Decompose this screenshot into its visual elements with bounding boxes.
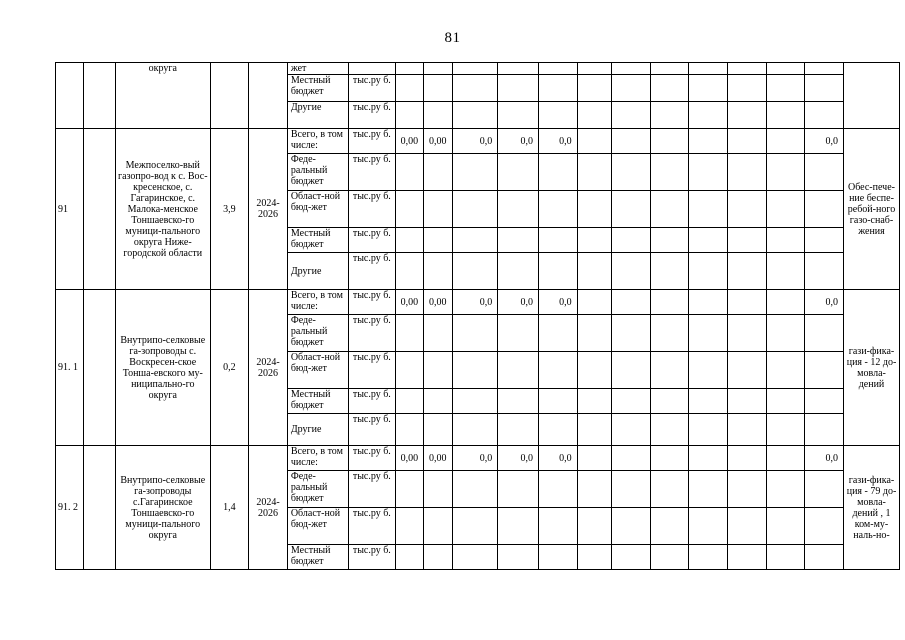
empty-cell — [650, 446, 689, 471]
empty-cell — [612, 290, 651, 315]
empty-cell — [424, 545, 452, 570]
empty-cell — [689, 545, 728, 570]
empty-cell — [766, 154, 805, 191]
empty-cell — [805, 228, 844, 253]
empty-cell — [452, 102, 498, 129]
empty-cell — [805, 315, 844, 352]
empty-cell — [689, 389, 728, 414]
final-total-cell: 0,0 — [805, 129, 844, 154]
empty-cell — [424, 191, 452, 228]
empty-cell — [498, 315, 539, 352]
source-cell: Другие — [287, 414, 348, 446]
empty-cell — [612, 414, 651, 446]
empty-cell — [538, 154, 577, 191]
empty-cell — [577, 75, 612, 102]
unit-cell: тыс.ру б. — [348, 414, 395, 446]
empty-cell — [805, 389, 844, 414]
empty-cell — [612, 102, 651, 129]
empty-cell — [577, 290, 612, 315]
unit-cell: тыс.ру б. — [348, 471, 395, 508]
empty-cell — [577, 446, 612, 471]
empty-cell — [577, 253, 612, 290]
no-cell — [56, 63, 84, 129]
total-cell: 0,0 — [538, 290, 577, 315]
empty-cell — [424, 352, 452, 389]
total-cell: 0,0 — [452, 290, 498, 315]
unit-cell: тыс.ру б. — [348, 389, 395, 414]
total-cell: 0,00 — [424, 129, 452, 154]
empty-cell — [612, 389, 651, 414]
empty-cell — [728, 75, 767, 102]
empty-cell — [728, 102, 767, 129]
empty-cell — [395, 545, 423, 570]
source-cell: Област-ной бюд-жет — [287, 352, 348, 389]
empty-cell — [728, 352, 767, 389]
total-cell: 0,0 — [498, 446, 539, 471]
empty-cell — [766, 191, 805, 228]
no-cell: 91. 2 — [56, 446, 84, 570]
length-cell: 3,9 — [210, 129, 249, 290]
empty-cell — [728, 389, 767, 414]
empty-cell — [84, 63, 116, 129]
empty-cell — [612, 315, 651, 352]
empty-cell — [689, 102, 728, 129]
empty-cell — [84, 446, 116, 570]
empty-cell — [452, 471, 498, 508]
empty-cell — [766, 545, 805, 570]
empty-cell — [424, 75, 452, 102]
empty-cell — [728, 471, 767, 508]
empty-cell — [577, 315, 612, 352]
empty-cell — [498, 389, 539, 414]
source-cell: Всего, в том числе: — [287, 129, 348, 154]
empty-cell — [452, 75, 498, 102]
empty-cell — [612, 63, 651, 75]
total-cell: 0,0 — [538, 446, 577, 471]
period-cell: 2024-2026 — [249, 446, 288, 570]
empty-cell — [538, 508, 577, 545]
empty-cell — [577, 508, 612, 545]
empty-cell — [650, 75, 689, 102]
empty-cell — [805, 253, 844, 290]
period-cell: 2024-2026 — [249, 129, 288, 290]
empty-cell — [728, 253, 767, 290]
empty-cell — [395, 228, 423, 253]
empty-cell — [395, 102, 423, 129]
empty-cell — [766, 129, 805, 154]
empty-cell — [424, 414, 452, 446]
empty-cell — [766, 471, 805, 508]
total-cell: 0,0 — [498, 129, 539, 154]
empty-cell — [538, 191, 577, 228]
empty-cell — [577, 102, 612, 129]
empty-cell — [650, 191, 689, 228]
empty-cell — [612, 446, 651, 471]
empty-cell — [84, 290, 116, 446]
empty-cell — [766, 63, 805, 75]
empty-cell — [452, 315, 498, 352]
empty-cell — [650, 63, 689, 75]
empty-cell — [766, 352, 805, 389]
empty-cell — [498, 253, 539, 290]
empty-cell — [650, 414, 689, 446]
final-total-cell: 0,0 — [805, 290, 844, 315]
table-row — [56, 446, 900, 471]
table-row — [56, 63, 900, 75]
empty-cell — [577, 129, 612, 154]
empty-cell — [577, 154, 612, 191]
empty-cell — [766, 253, 805, 290]
unit-cell: тыс.ру б. — [348, 352, 395, 389]
source-cell: Другие — [287, 102, 348, 129]
empty-cell — [612, 471, 651, 508]
empty-cell — [728, 545, 767, 570]
no-cell: 91 — [56, 129, 84, 290]
empty-cell — [612, 253, 651, 290]
final-total-cell: 0,0 — [805, 446, 844, 471]
source-cell: Феде-ральный бюджет — [287, 154, 348, 191]
empty-cell — [84, 129, 116, 290]
empty-cell — [689, 471, 728, 508]
empty-cell — [766, 228, 805, 253]
result-cell: гази-фика-ция - 79 до-мовла-дений , 1 ком-му-наль-но- — [844, 446, 900, 570]
empty-cell — [689, 414, 728, 446]
source-cell: Област-ной бюд-жет — [287, 508, 348, 545]
empty-cell — [577, 352, 612, 389]
empty-cell — [395, 63, 423, 75]
empty-cell — [538, 315, 577, 352]
empty-cell — [650, 154, 689, 191]
empty-cell — [395, 508, 423, 545]
empty-cell — [650, 102, 689, 129]
empty-cell — [498, 75, 539, 102]
project-name-cell: Внутрипо-селковые га-зопроводы с.Гагаринское Тоншаевско-го муници-пального округа — [115, 446, 210, 570]
empty-cell — [689, 290, 728, 315]
empty-cell — [805, 63, 844, 75]
empty-cell — [805, 508, 844, 545]
empty-cell — [728, 228, 767, 253]
empty-cell — [538, 63, 577, 75]
empty-cell — [538, 228, 577, 253]
empty-cell — [805, 545, 844, 570]
unit-cell: тыс.ру б. — [348, 508, 395, 545]
empty-cell — [538, 471, 577, 508]
empty-cell — [689, 228, 728, 253]
total-cell: 0,00 — [424, 290, 452, 315]
empty-cell — [650, 471, 689, 508]
empty-cell — [424, 63, 452, 75]
empty-cell — [728, 315, 767, 352]
empty-cell — [538, 414, 577, 446]
empty-cell — [424, 315, 452, 352]
empty-cell — [538, 545, 577, 570]
empty-cell — [577, 414, 612, 446]
source-cell: Област-ной бюд-жет — [287, 191, 348, 228]
length-cell: 0,2 — [210, 290, 249, 446]
empty-cell — [424, 102, 452, 129]
unit-cell: тыс.ру б. — [348, 102, 395, 129]
empty-cell — [766, 508, 805, 545]
empty-cell — [766, 446, 805, 471]
empty-cell — [766, 389, 805, 414]
empty-cell — [424, 508, 452, 545]
total-cell: 0,00 — [395, 129, 423, 154]
empty-cell — [612, 508, 651, 545]
empty-cell — [728, 154, 767, 191]
empty-cell — [577, 63, 612, 75]
empty-cell — [766, 414, 805, 446]
empty-cell — [805, 75, 844, 102]
empty-cell — [805, 191, 844, 228]
empty-cell — [650, 228, 689, 253]
source-cell: Феде-ральный бюджет — [287, 315, 348, 352]
empty-cell — [498, 352, 539, 389]
empty-cell — [538, 75, 577, 102]
empty-cell — [650, 129, 689, 154]
unit-cell: тыс.ру б. — [348, 446, 395, 471]
unit-cell: тыс.ру б. — [348, 290, 395, 315]
unit-cell: тыс.ру б. — [348, 75, 395, 102]
total-cell: 0,0 — [498, 290, 539, 315]
empty-cell — [728, 414, 767, 446]
empty-cell — [650, 315, 689, 352]
total-cell: 0,00 — [395, 446, 423, 471]
empty-cell — [805, 352, 844, 389]
empty-cell — [452, 352, 498, 389]
empty-cell — [538, 253, 577, 290]
empty-cell — [395, 75, 423, 102]
project-name-cell: округа — [115, 63, 210, 129]
empty-cell — [689, 253, 728, 290]
result-cell — [844, 63, 900, 129]
no-cell: 91. 1 — [56, 290, 84, 446]
program-table — [55, 62, 900, 570]
unit-cell: тыс.ру б. — [348, 228, 395, 253]
empty-cell — [498, 471, 539, 508]
empty-cell — [728, 290, 767, 315]
empty-cell — [452, 253, 498, 290]
empty-cell — [689, 352, 728, 389]
empty-cell — [395, 191, 423, 228]
empty-cell — [612, 228, 651, 253]
empty-cell — [395, 154, 423, 191]
page-number: 81 — [444, 30, 461, 46]
empty-cell — [498, 508, 539, 545]
empty-cell — [612, 352, 651, 389]
empty-cell — [395, 352, 423, 389]
total-cell: 0,00 — [424, 446, 452, 471]
empty-cell — [689, 315, 728, 352]
empty-cell — [650, 545, 689, 570]
period-cell: 2024-2026 — [249, 290, 288, 446]
empty-cell — [766, 75, 805, 102]
empty-cell — [689, 191, 728, 228]
empty-cell — [805, 471, 844, 508]
empty-cell — [498, 545, 539, 570]
source-cell: Другие — [287, 253, 348, 290]
empty-cell — [424, 154, 452, 191]
empty-cell — [424, 228, 452, 253]
empty-cell — [612, 129, 651, 154]
unit-cell: тыс.ру б. — [348, 253, 395, 290]
empty-cell — [650, 389, 689, 414]
empty-cell — [538, 389, 577, 414]
empty-cell — [650, 253, 689, 290]
empty-cell — [498, 228, 539, 253]
empty-cell — [728, 446, 767, 471]
empty-cell — [395, 389, 423, 414]
total-cell: 0,0 — [538, 129, 577, 154]
table-body — [56, 63, 900, 570]
empty-cell — [650, 508, 689, 545]
unit-cell: тыс.ру б. — [348, 545, 395, 570]
empty-cell — [498, 414, 539, 446]
unit-cell: тыс.ру б. — [348, 154, 395, 191]
empty-cell — [805, 414, 844, 446]
period-cell — [249, 63, 288, 129]
source-cell: Всего, в том числе: — [287, 290, 348, 315]
source-cell: Местный бюджет — [287, 228, 348, 253]
unit-cell — [348, 63, 395, 75]
source-cell: Феде-ральный бюджет — [287, 471, 348, 508]
empty-cell — [689, 446, 728, 471]
source-cell: Местный бюджет — [287, 545, 348, 570]
empty-cell — [612, 75, 651, 102]
empty-cell — [452, 191, 498, 228]
empty-cell — [452, 154, 498, 191]
empty-cell — [577, 389, 612, 414]
empty-cell — [424, 253, 452, 290]
result-cell: Обес-пече-ние беспе-ребой-ного газо-снаб-жения — [844, 129, 900, 290]
total-cell: 0,00 — [395, 290, 423, 315]
unit-cell: тыс.ру б. — [348, 129, 395, 154]
result-cell: гази-фика-ция - 12 до-мовла-дений — [844, 290, 900, 446]
empty-cell — [577, 191, 612, 228]
empty-cell — [498, 191, 539, 228]
empty-cell — [650, 352, 689, 389]
empty-cell — [498, 154, 539, 191]
table-row — [56, 129, 900, 154]
empty-cell — [689, 129, 728, 154]
empty-cell — [395, 253, 423, 290]
empty-cell — [452, 228, 498, 253]
total-cell: 0,0 — [452, 129, 498, 154]
empty-cell — [452, 389, 498, 414]
empty-cell — [728, 508, 767, 545]
empty-cell — [498, 102, 539, 129]
empty-cell — [805, 154, 844, 191]
empty-cell — [498, 63, 539, 75]
empty-cell — [766, 102, 805, 129]
empty-cell — [395, 471, 423, 508]
source-cell: жет — [287, 63, 348, 75]
empty-cell — [612, 154, 651, 191]
unit-cell: тыс.ру б. — [348, 191, 395, 228]
empty-cell — [424, 471, 452, 508]
empty-cell — [650, 290, 689, 315]
source-cell: Всего, в том числе: — [287, 446, 348, 471]
empty-cell — [452, 63, 498, 75]
empty-cell — [452, 545, 498, 570]
empty-cell — [766, 315, 805, 352]
empty-cell — [728, 63, 767, 75]
empty-cell — [577, 228, 612, 253]
empty-cell — [424, 389, 452, 414]
empty-cell — [577, 545, 612, 570]
empty-cell — [452, 508, 498, 545]
empty-cell — [395, 414, 423, 446]
empty-cell — [395, 315, 423, 352]
empty-cell — [612, 545, 651, 570]
project-name-cell: Межпоселко-вый газопро-вод к с. Вос-кресенское, с. Гагаринское, с. Малока-менское Тоншаевско-го муници-пального округа Ниже-городской области — [115, 129, 210, 290]
empty-cell — [538, 102, 577, 129]
empty-cell — [689, 154, 728, 191]
source-cell: Местный бюджет — [287, 75, 348, 102]
empty-cell — [612, 191, 651, 228]
unit-cell: тыс.ру б. — [348, 315, 395, 352]
empty-cell — [689, 63, 728, 75]
empty-cell — [728, 191, 767, 228]
table-row — [56, 290, 900, 315]
empty-cell — [766, 290, 805, 315]
project-name-cell: Внутрипо-селковые га-зопроводы с. Воскресен-ское Тонша-евского му-ниципально-го округа — [115, 290, 210, 446]
length-cell: 1,4 — [210, 446, 249, 570]
total-cell: 0,0 — [452, 446, 498, 471]
source-cell: Местный бюджет — [287, 389, 348, 414]
empty-cell — [805, 102, 844, 129]
empty-cell — [577, 471, 612, 508]
length-cell — [210, 63, 249, 129]
empty-cell — [689, 508, 728, 545]
empty-cell — [452, 414, 498, 446]
empty-cell — [728, 129, 767, 154]
empty-cell — [538, 352, 577, 389]
empty-cell — [689, 75, 728, 102]
